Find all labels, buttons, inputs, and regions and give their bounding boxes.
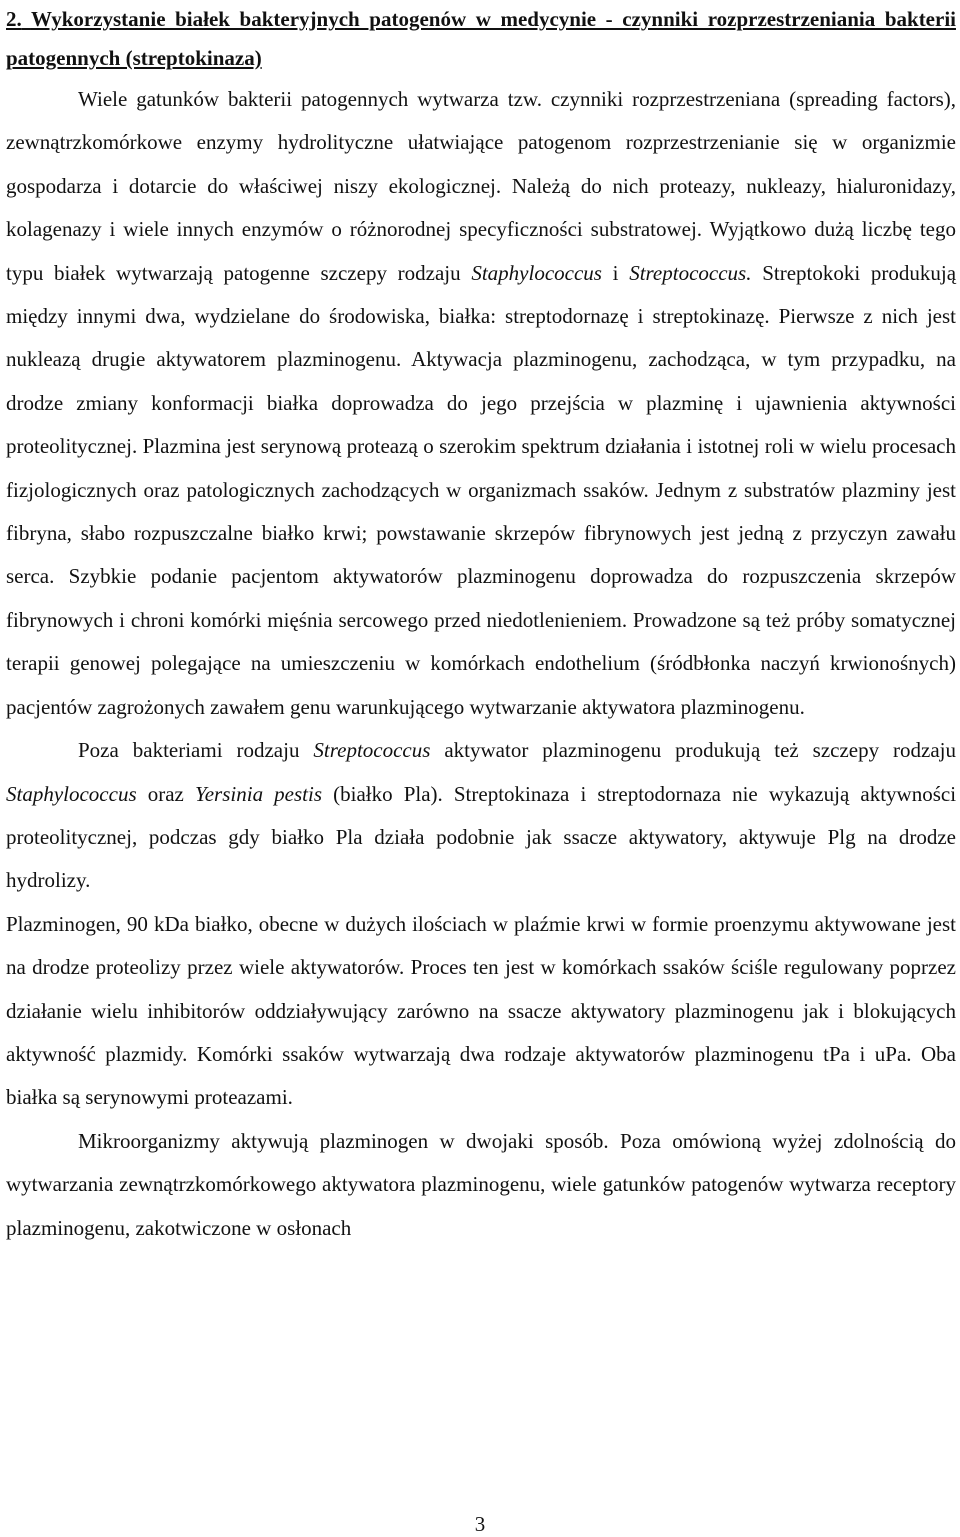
paragraph-text: Streptokoki produkują między innymi dwa, wydzielane do środowiska, białka: streptodornazę i streptokinazę. Pierwsze z nich jest nukleazą drugie aktywatorem plazminogenu. Aktywacja plazminogenu, zachodząca, w tym przypadku, na drodze zmiany konformacji białka doprowadza do jego przejścia w plazminę i ujawnienia aktywności proteolitycznej. Plazmina jest serynową proteazą o szerokim spektrum działania i istotnej roli w wielu procesach fizjologicznych oraz patologicznych zachodzących w organizmach ssaków. Jednym z substratów plazminy jest fibryna, słabo rozpuszczalne białko krwi; powstawanie skrzepów fibrynowych jest jedną z przyczyn zawału serca. Szybkie podanie pacjentom aktywatorów plazminogenu doprowadza do rozpuszczenia skrzepów fibrynowych i chroni komórki mięśnia sercowego przed niedotlenieniem. Prowadzone są też próby somatycznej terapii genowej polegające na umieszczeniu w komórkach endothelium (śródbłonka naczyń krwionośnych) pacjentów zagrożonych zawałem genu warunkującego wytwarzanie aktywatora plazminogenu. [6, 260, 957, 719]
species-name: Staphylococcus [6, 781, 137, 806]
species-name: Yersinia pestis [194, 781, 323, 806]
species-name: Staphylococcus [471, 260, 602, 285]
paragraph-text: oraz [147, 781, 184, 806]
paragraph-microorganisms: Mikroorganizmy aktywują plazminogen w dwojaki sposób. Poza omówioną wyżej zdolnością do wytwarzania zewnątrzkomórkowego aktywatora plazminogenu, wiele gatunków patogenów wytwarza receptory plazminogenu, zakotwiczone w osłonach [6, 1128, 956, 1240]
page-number: 3 [474, 1512, 486, 1536]
section-title: Wykorzystanie białek bakteryjnych patogenów w medycynie - czynniki rozprzestrzeniania bakterii patogennych (streptokinaza) [6, 7, 956, 70]
paragraph-plasminogen-activators [6, 729, 956, 903]
paragraph-plasminogen: Plazminogen, 90 kDa białko, obecne w dużych ilościach w plaźmie krwi w formie proenzymu aktywowane jest na drodze proteolizy przez wiele aktywatorów. Proces ten jest w komórkach ssaków ściśle regulowany poprzez działanie wielu inhibitorów oddziaływujący zarówno na ssacze aktywatory plazminogenu jak i blokujących aktywność plazmidy. Komórki ssaków wytwarzają dwa rodzaje aktywatorów plazminogenu tPa i uPa. Oba białka są serynowymi proteazami. [6, 911, 956, 1110]
paragraph-text: aktywator plazminogenu produkują też szczepy rodzaju [444, 738, 957, 763]
paragraph-text: Wiele gatunków bakterii patogennych wytwarza tzw. czynniki rozprzestrzeniana (spreading factors), zewnątrzkomórkowe enzymy hydrolityczne ułatwiające patogenom rozprzestrzenianie się w organizmie gospodarza i dotarcie do właściwej niszy ekologicznej. Należą do nich proteazy, nukleazy, hialuronidazy, kolagenazy i wiele innych enzymów o różnorodnej specyficzności substratowej. Wyjątkowo dużą liczbę tego typu białek wytwarzają patogenne szczepy rodzaju [6, 87, 956, 285]
species-name: Streptococcus [313, 738, 431, 763]
paragraph-spreading-factors [6, 78, 956, 729]
paragraph-text: (białko Pla). Streptokinaza i streptodornaza nie wykazują aktywności proteolitycznej, podczas gdy białko Pla działa podobnie jak ssacze aktywatory, aktywuje Plg na drodze hydrolizy. [6, 781, 957, 893]
species-name: Streptococcus. [629, 260, 752, 285]
paragraph-text: Poza bakteriami rodzaju [78, 738, 300, 763]
document-body [6, 0, 956, 1250]
section-number: 2. [6, 7, 22, 31]
section-heading [6, 0, 956, 78]
paragraph-text: i [612, 260, 619, 285]
